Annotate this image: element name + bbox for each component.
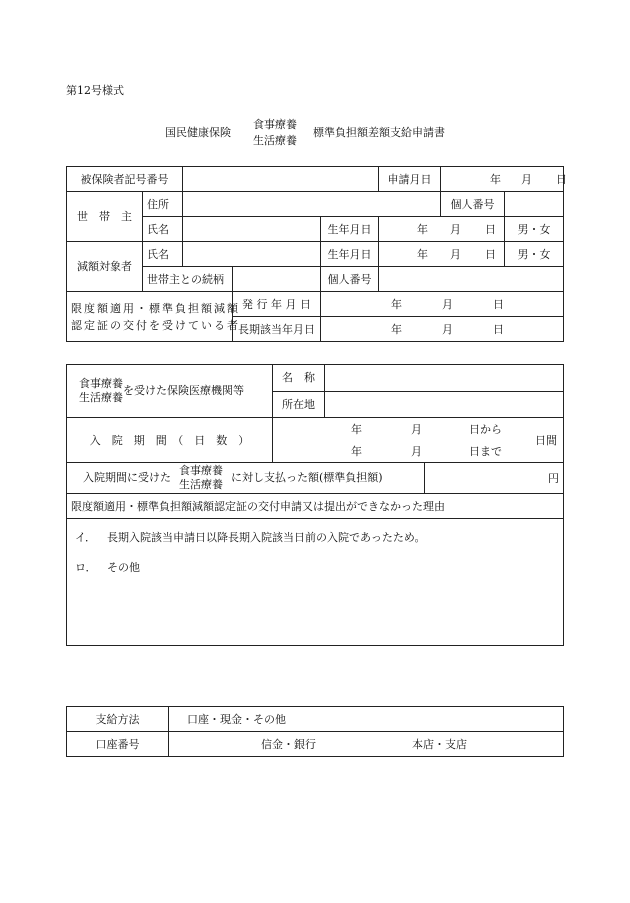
- issue-day-label: 日: [493, 297, 504, 311]
- head-birth-day-label: 日: [485, 222, 496, 236]
- head-address-field[interactable]: [183, 192, 441, 217]
- account-number-field[interactable]: [169, 732, 564, 757]
- issue-month-label: 月: [442, 297, 453, 311]
- target-birth-day-label: 日: [485, 247, 496, 261]
- applicant-table: [66, 166, 567, 342]
- apply-date-label: 申請月日: [379, 167, 441, 192]
- head-sex-select[interactable]: 男・女: [505, 217, 564, 242]
- certificate-holder-label: [67, 292, 240, 342]
- paid-option-living: 生活療養: [179, 478, 223, 491]
- issue-date-field[interactable]: [321, 292, 564, 317]
- insured-number-label: 被保険者記号番号: [67, 167, 183, 192]
- paid-amount-field[interactable]: [425, 463, 564, 494]
- long-term-date-label: 長期該当年月日: [233, 317, 321, 342]
- reason-i-text: 長期入院該当申請日以降長期入院該当日前の入院であったため。: [107, 531, 426, 544]
- target-birthdate-field[interactable]: [379, 242, 505, 267]
- hospitalization-table: [66, 364, 564, 646]
- institution-label-text: を受けた保険医療機関等: [123, 384, 244, 397]
- payment-method-value[interactable]: 口座・現金・その他: [169, 707, 564, 732]
- reason-ro-text: その他: [107, 561, 140, 574]
- title-option-living: 生活療養: [253, 134, 297, 147]
- title-prefix: 国民健康保険: [165, 126, 231, 139]
- period-from-month-label: 月: [411, 423, 422, 436]
- head-personal-number-label: 個人番号: [441, 192, 505, 217]
- target-birthdate-label: 生年月日: [321, 242, 379, 267]
- target-sex-select[interactable]: 男・女: [505, 242, 564, 267]
- institution-location-field[interactable]: [325, 391, 564, 418]
- head-name-field[interactable]: [183, 217, 321, 242]
- paid-suffix: に対し支払った額(標準負担額): [231, 471, 383, 484]
- institution-location-label: 所在地: [273, 391, 325, 418]
- household-head-label: 世 帯 主: [67, 192, 143, 242]
- issue-year-label: 年: [391, 297, 402, 311]
- period-to-month-label: 月: [411, 445, 422, 458]
- head-birthdate-field[interactable]: [379, 217, 505, 242]
- head-name-label: 氏名: [143, 217, 183, 242]
- long-term-date-field[interactable]: [321, 317, 564, 342]
- head-address-label: 住所: [143, 192, 183, 217]
- bank-type: 信金・銀行: [261, 737, 316, 751]
- long-term-year-label: 年: [391, 322, 402, 336]
- paid-option-meal: 食事療養: [179, 464, 223, 477]
- insured-number-field[interactable]: [183, 167, 379, 192]
- reason-box[interactable]: [67, 519, 564, 646]
- title-option-meal: 食事療養: [253, 118, 297, 131]
- institution-label: [67, 365, 273, 418]
- target-personal-number-field[interactable]: [379, 267, 564, 292]
- reason-label: 限度額適用・標準負担額減額認定証の交付申請又は提出ができなかった理由: [67, 494, 564, 519]
- period-from-year-label: 年: [351, 423, 362, 436]
- target-birth-month-label: 月: [450, 247, 461, 261]
- reason-ro-mark: ロ．: [75, 561, 97, 574]
- institution-option-living: 生活療養: [79, 391, 123, 404]
- long-term-day-label: 日: [493, 322, 504, 336]
- head-birth-year-label: 年: [417, 222, 428, 236]
- institution-option-meal: 食事療養: [79, 377, 123, 390]
- reduction-target-label: 減額対象者: [67, 242, 143, 292]
- target-birth-year-label: 年: [417, 247, 428, 261]
- period-days-label: 日間: [535, 434, 557, 447]
- certificate-label-line2: 認定証の交付を受けている者: [71, 318, 240, 332]
- apply-year-label: 年: [490, 172, 501, 186]
- target-name-label: 氏名: [143, 242, 183, 267]
- institution-name-field[interactable]: [325, 365, 564, 392]
- account-number-label: 口座番号: [67, 732, 169, 757]
- paid-prefix: 入院期間に受けた: [83, 471, 171, 484]
- target-name-field[interactable]: [183, 242, 321, 267]
- head-birthdate-label: 生年月日: [321, 217, 379, 242]
- form-title: [165, 114, 485, 146]
- period-to-label: 日まで: [469, 445, 502, 458]
- paid-amount-label: [67, 463, 425, 494]
- apply-month-label: 月: [521, 172, 532, 186]
- payment-table: [66, 706, 564, 757]
- institution-name-label: 名 称: [273, 365, 325, 392]
- apply-day-label: 日: [556, 172, 567, 186]
- period-field[interactable]: [273, 418, 564, 463]
- relation-field[interactable]: [233, 267, 321, 292]
- branch-type: 本店・支店: [412, 737, 467, 751]
- form-number: 第12号様式: [66, 84, 124, 97]
- period-from-label: 日から: [469, 423, 502, 436]
- head-personal-number-field[interactable]: [505, 192, 564, 217]
- yen-label: 円: [548, 471, 559, 485]
- relation-label: 世帯主との続柄: [143, 267, 233, 292]
- title-suffix: 標準負担額差額支給申請書: [313, 126, 445, 139]
- head-birth-month-label: 月: [450, 222, 461, 236]
- certificate-label-line1: 限度額適用・標準負担額減額: [71, 301, 240, 315]
- payment-method-label: 支給方法: [67, 707, 169, 732]
- target-personal-number-label: 個人番号: [321, 267, 379, 292]
- period-to-year-label: 年: [351, 445, 362, 458]
- long-term-month-label: 月: [442, 322, 453, 336]
- apply-date-field[interactable]: [441, 167, 567, 192]
- reason-i-mark: イ．: [75, 531, 97, 544]
- issue-date-label: 発 行 年 月 日: [233, 292, 321, 317]
- period-label: 入 院 期 間 （ 日 数 ）: [67, 418, 273, 463]
